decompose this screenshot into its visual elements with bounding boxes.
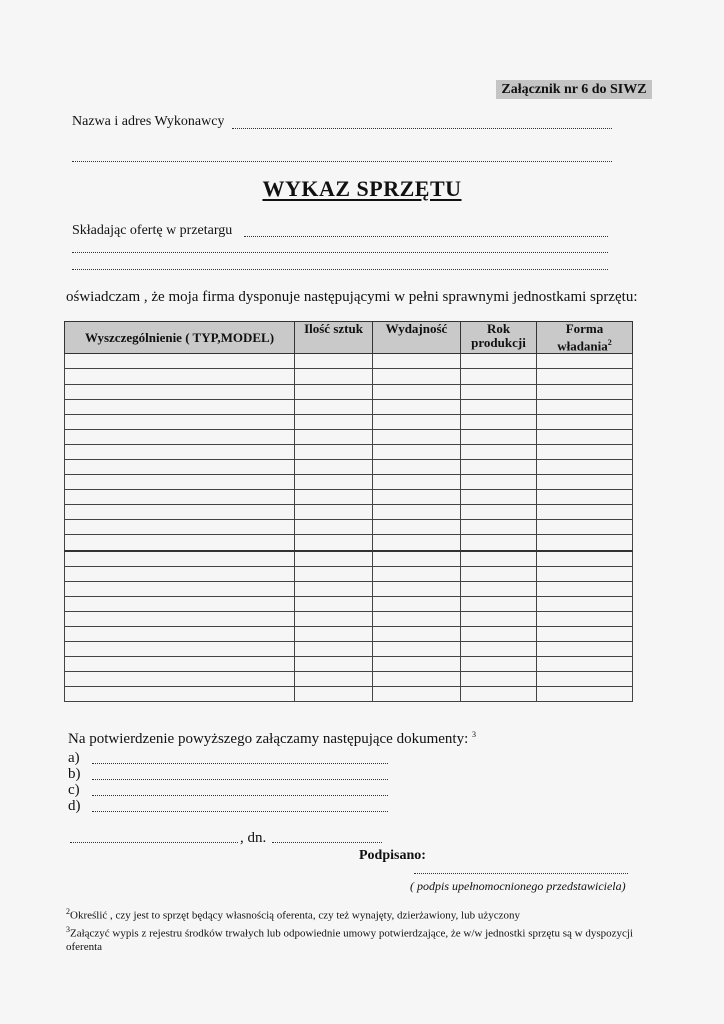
table-cell[interactable] xyxy=(295,384,373,399)
footnote-3: $^3$Załączyć wypis z rejestru środków trwałych lub odpowiednie umowy potwierdzające, że w/w jednostki sprzętu są w dyspozycji oferenta xyxy=(66,924,633,954)
table-cell[interactable] xyxy=(65,459,295,474)
table-cell[interactable] xyxy=(537,354,633,369)
table-cell[interactable] xyxy=(537,505,633,520)
table-cell[interactable] xyxy=(65,551,295,567)
table-cell[interactable] xyxy=(537,627,633,642)
table-cell[interactable] xyxy=(65,520,295,535)
table-cell[interactable] xyxy=(537,642,633,657)
table-cell[interactable] xyxy=(373,414,461,429)
table-row xyxy=(65,429,633,444)
table-cell[interactable] xyxy=(373,399,461,414)
table-cell[interactable] xyxy=(461,566,537,581)
document-item-d[interactable]: d) xyxy=(68,798,81,814)
contractor-address-line[interactable] xyxy=(72,161,612,162)
documents-label: Na potwierdzenie powyższego załączamy następujące dokumenty: $^3$ xyxy=(68,730,476,747)
table-cell[interactable] xyxy=(295,354,373,369)
table-row xyxy=(65,611,633,626)
table-cell[interactable] xyxy=(295,399,373,414)
table-cell[interactable] xyxy=(537,687,633,702)
header-capacity: Wydajność xyxy=(373,322,461,354)
table-cell[interactable] xyxy=(537,535,633,551)
table-cell[interactable] xyxy=(65,429,295,444)
table-cell[interactable] xyxy=(373,687,461,702)
table-cell[interactable] xyxy=(461,687,537,702)
table-cell[interactable] xyxy=(461,657,537,672)
document-item-a[interactable]: a) xyxy=(68,750,80,766)
table-cell[interactable] xyxy=(373,459,461,474)
table-row xyxy=(65,581,633,596)
table-cell[interactable] xyxy=(373,384,461,399)
table-cell[interactable] xyxy=(461,505,537,520)
table-cell[interactable] xyxy=(461,429,537,444)
table-row xyxy=(65,657,633,672)
table-cell[interactable] xyxy=(461,581,537,596)
table-cell[interactable] xyxy=(373,535,461,551)
table-row xyxy=(65,475,633,490)
table-cell[interactable] xyxy=(65,657,295,672)
table-cell[interactable] xyxy=(537,520,633,535)
table-cell[interactable] xyxy=(65,581,295,596)
header-ownership: Forma władania$^2$ xyxy=(537,322,633,354)
table-cell[interactable] xyxy=(295,581,373,596)
table-cell[interactable] xyxy=(295,596,373,611)
table-cell[interactable] xyxy=(373,642,461,657)
statement-text: oświadczam , że moja firma dysponuje następującymi w pełni sprawnymi jednostkami sprzętu: xyxy=(66,289,638,305)
table-cell[interactable] xyxy=(373,520,461,535)
signed-label: Podpisano: xyxy=(359,848,426,863)
header-specification: Wyszczególnienie ( TYP,MODEL) xyxy=(65,322,295,354)
table-row xyxy=(65,354,633,369)
table-cell[interactable] xyxy=(65,399,295,414)
table-cell[interactable] xyxy=(65,596,295,611)
table-cell[interactable] xyxy=(373,429,461,444)
table-cell[interactable] xyxy=(537,672,633,687)
table-row xyxy=(65,535,633,551)
table-cell[interactable] xyxy=(373,475,461,490)
table-cell[interactable] xyxy=(295,444,373,459)
document-line-a[interactable] xyxy=(92,763,388,764)
equipment-table xyxy=(64,321,633,702)
header-year: Rok produkcji xyxy=(461,322,537,354)
table-row xyxy=(65,505,633,520)
table-cell[interactable] xyxy=(295,505,373,520)
table-cell[interactable] xyxy=(537,475,633,490)
documents-section xyxy=(68,730,476,748)
table-cell[interactable] xyxy=(373,657,461,672)
table-cell[interactable] xyxy=(461,642,537,657)
signature-caption: ( podpis upełnomocnionego przedstawiciela) xyxy=(410,879,626,893)
table-cell[interactable] xyxy=(537,444,633,459)
table-row xyxy=(65,444,633,459)
table-cell[interactable] xyxy=(65,505,295,520)
annex-label: Załącznik nr 6 do SIWZ xyxy=(496,80,652,99)
table-cell[interactable] xyxy=(461,611,537,626)
table-cell[interactable] xyxy=(295,429,373,444)
table-cell[interactable] xyxy=(537,566,633,581)
table-cell[interactable] xyxy=(461,444,537,459)
table-row xyxy=(65,399,633,414)
table-cell[interactable] xyxy=(461,459,537,474)
table-cell[interactable] xyxy=(373,627,461,642)
table-cell[interactable] xyxy=(537,414,633,429)
tender-line-1[interactable] xyxy=(244,236,608,237)
contractor-label: Nazwa i adres Wykonawcy xyxy=(72,114,225,129)
table-cell[interactable] xyxy=(461,627,537,642)
table-header-row xyxy=(65,322,633,354)
contractor-name-line[interactable] xyxy=(232,128,612,129)
table-cell[interactable] xyxy=(65,642,295,657)
table-cell[interactable] xyxy=(65,414,295,429)
table-cell[interactable] xyxy=(373,596,461,611)
table-cell[interactable] xyxy=(373,551,461,567)
table-cell[interactable] xyxy=(461,490,537,505)
table-cell[interactable] xyxy=(373,444,461,459)
date-line[interactable] xyxy=(272,842,382,843)
table-cell[interactable] xyxy=(461,551,537,567)
table-cell[interactable] xyxy=(373,672,461,687)
table-cell[interactable] xyxy=(295,672,373,687)
table-row xyxy=(65,490,633,505)
table-cell[interactable] xyxy=(461,369,537,384)
table-cell[interactable] xyxy=(537,429,633,444)
table-row xyxy=(65,627,633,642)
table-cell[interactable] xyxy=(537,596,633,611)
table-cell[interactable] xyxy=(295,627,373,642)
table-cell[interactable] xyxy=(295,566,373,581)
document-line-c[interactable] xyxy=(92,795,388,796)
table-cell[interactable] xyxy=(373,611,461,626)
table-cell[interactable] xyxy=(461,399,537,414)
table-row xyxy=(65,459,633,474)
table-cell[interactable] xyxy=(537,459,633,474)
table-cell[interactable] xyxy=(461,672,537,687)
table-cell[interactable] xyxy=(537,551,633,567)
table-cell[interactable] xyxy=(65,611,295,626)
table-cell[interactable] xyxy=(295,475,373,490)
table-row xyxy=(65,369,633,384)
table-cell[interactable] xyxy=(295,414,373,429)
tender-line-2[interactable] xyxy=(72,252,608,253)
table-cell[interactable] xyxy=(537,581,633,596)
table-cell[interactable] xyxy=(537,384,633,399)
table-cell[interactable] xyxy=(461,384,537,399)
document-item-c[interactable]: c) xyxy=(68,782,80,798)
table-row xyxy=(65,672,633,687)
table-cell[interactable] xyxy=(373,369,461,384)
offer-label: Składając ofertę w przetargu xyxy=(72,223,233,238)
table-cell[interactable] xyxy=(295,520,373,535)
document-item-b[interactable]: b) xyxy=(68,766,81,782)
table-cell[interactable] xyxy=(461,596,537,611)
table-cell[interactable] xyxy=(65,354,295,369)
table-row xyxy=(65,384,633,399)
table-cell[interactable] xyxy=(295,369,373,384)
table-cell[interactable] xyxy=(537,611,633,626)
table-cell[interactable] xyxy=(65,444,295,459)
table-cell[interactable] xyxy=(65,369,295,384)
table-cell[interactable] xyxy=(295,551,373,567)
table-cell[interactable] xyxy=(295,611,373,626)
table-row xyxy=(65,687,633,702)
table-cell[interactable] xyxy=(537,657,633,672)
table-cell[interactable] xyxy=(295,535,373,551)
table-cell[interactable] xyxy=(65,687,295,702)
table-row xyxy=(65,414,633,429)
header-quantity: Ilość sztuk xyxy=(295,322,373,354)
document-line-b[interactable] xyxy=(92,779,388,780)
tender-line-3[interactable] xyxy=(72,269,608,270)
table-cell[interactable] xyxy=(537,490,633,505)
table-cell[interactable] xyxy=(295,657,373,672)
table-cell[interactable] xyxy=(373,566,461,581)
table-cell[interactable] xyxy=(65,384,295,399)
signature-line[interactable] xyxy=(414,873,628,874)
table-row xyxy=(65,642,633,657)
date-label: , dn. xyxy=(240,830,267,846)
table-body xyxy=(65,354,633,702)
table-cell[interactable] xyxy=(461,535,537,551)
footnote-2: $^2$Określić , czy jest to sprzęt będący własnością oferenta, czy też wynajęty, dzierżawiony, lub użyczony xyxy=(66,907,520,922)
table-cell[interactable] xyxy=(373,354,461,369)
footnotes xyxy=(66,905,656,954)
document-title: WYKAZ SPRZĘTU xyxy=(262,176,462,201)
table-cell[interactable] xyxy=(295,490,373,505)
table-cell[interactable] xyxy=(461,414,537,429)
table-cell[interactable] xyxy=(295,642,373,657)
table-cell[interactable] xyxy=(65,566,295,581)
table-cell[interactable] xyxy=(461,354,537,369)
table-row xyxy=(65,596,633,611)
table-cell[interactable] xyxy=(295,687,373,702)
table-cell[interactable] xyxy=(373,490,461,505)
table-row xyxy=(65,520,633,535)
table-cell[interactable] xyxy=(537,369,633,384)
table-cell[interactable] xyxy=(295,459,373,474)
table-row xyxy=(65,566,633,581)
table-cell[interactable] xyxy=(65,627,295,642)
table-cell[interactable] xyxy=(373,505,461,520)
table-cell[interactable] xyxy=(65,672,295,687)
table-row xyxy=(65,551,633,567)
table-cell[interactable] xyxy=(461,475,537,490)
table-cell[interactable] xyxy=(65,475,295,490)
table-cell[interactable] xyxy=(461,520,537,535)
document-line-d[interactable] xyxy=(92,811,388,812)
table-cell[interactable] xyxy=(65,490,295,505)
place-line[interactable] xyxy=(70,842,238,843)
table-cell[interactable] xyxy=(65,535,295,551)
table-cell[interactable] xyxy=(373,581,461,596)
table-cell[interactable] xyxy=(537,399,633,414)
